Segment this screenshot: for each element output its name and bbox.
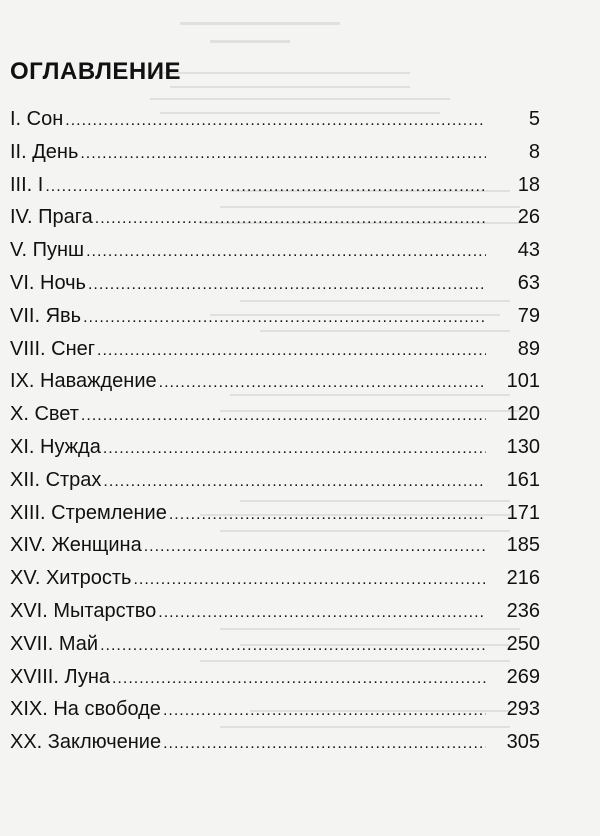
toc-entry-title: XX. Заключение xyxy=(10,731,162,754)
toc-entry-title: XIV. Женщина xyxy=(10,534,142,557)
toc-entry-page-number: 269 xyxy=(506,665,540,688)
toc-entry xyxy=(10,698,540,731)
dot-leader xyxy=(81,407,486,425)
dot-leader xyxy=(95,210,486,228)
toc-entry-page-number: 26 xyxy=(517,206,540,229)
toc-entry xyxy=(10,239,540,272)
dot-leader xyxy=(103,473,486,491)
toc-entry-page-number: 43 xyxy=(517,239,540,262)
toc-entry xyxy=(10,403,540,436)
dot-leader xyxy=(163,702,486,720)
dot-leader xyxy=(65,112,486,130)
toc-entry-title: IX. Наваждение xyxy=(10,370,157,393)
toc-entry-page-number: 63 xyxy=(517,271,540,294)
dot-leader xyxy=(163,735,486,753)
toc-entry xyxy=(10,731,540,764)
toc-entry-title: XVI. Мытарство xyxy=(10,599,157,622)
toc-entry-page-number: 101 xyxy=(506,370,540,393)
dot-leader xyxy=(86,243,486,261)
dot-leader xyxy=(88,276,486,294)
toc-entry-page-number: 216 xyxy=(506,567,540,590)
toc-entry-page-number: 236 xyxy=(506,599,540,622)
dot-leader xyxy=(100,637,486,655)
toc-entry-title: XIII. Стремление xyxy=(10,501,167,524)
toc-entry-page-number: 171 xyxy=(506,501,540,524)
dot-leader xyxy=(169,506,486,524)
toc-entry-title: VIII. Снег xyxy=(10,337,96,360)
toc-entry-title: XII. Страх xyxy=(10,468,102,491)
toc-entry-title: V. Пунш xyxy=(10,239,85,262)
toc-entry xyxy=(10,666,540,699)
toc-entry-title: XVIII. Луна xyxy=(10,665,110,688)
dot-leader xyxy=(80,145,486,163)
toc-entry xyxy=(10,534,540,567)
toc-entry-page-number: 161 xyxy=(506,468,540,491)
toc-entry-title: XIX. На свободе xyxy=(10,698,161,721)
table-of-contents xyxy=(10,108,540,764)
toc-entry-title: VII. Явь xyxy=(10,304,82,327)
toc-entry xyxy=(10,108,540,141)
toc-entry-title: XI. Нужда xyxy=(10,435,101,458)
toc-entry xyxy=(10,370,540,403)
toc-entry-title: II. День xyxy=(10,140,79,163)
toc-entry xyxy=(10,633,540,666)
toc-entry xyxy=(10,206,540,239)
toc-entry-title: III. I xyxy=(10,173,44,196)
toc-entry-page-number: 305 xyxy=(506,731,540,754)
toc-entry-page-number: 79 xyxy=(517,304,540,327)
dot-leader xyxy=(112,670,486,688)
toc-entry-page-number: 293 xyxy=(506,698,540,721)
toc-entry-page-number: 8 xyxy=(528,140,540,163)
dot-leader xyxy=(97,342,486,360)
toc-entry-page-number: 250 xyxy=(506,632,540,655)
toc-entry xyxy=(10,141,540,174)
toc-entry xyxy=(10,600,540,633)
toc-entry-title: VI. Ночь xyxy=(10,271,86,294)
dot-leader xyxy=(83,309,486,327)
toc-entry-page-number: 120 xyxy=(506,403,540,426)
toc-entry xyxy=(10,567,540,600)
dot-leader xyxy=(103,440,486,458)
toc-entry xyxy=(10,174,540,207)
toc-entry-title: XVII. Май xyxy=(10,632,99,655)
toc-entry xyxy=(10,272,540,305)
toc-entry xyxy=(10,502,540,535)
toc-entry xyxy=(10,305,540,338)
toc-entry-title: XV. Хитрость xyxy=(10,567,132,590)
toc-entry xyxy=(10,436,540,469)
toc-entry-title: I. Сон xyxy=(10,108,64,130)
dot-leader xyxy=(158,604,486,622)
toc-entry-title: X. Свет xyxy=(10,403,79,426)
toc-entry-page-number: 18 xyxy=(517,173,540,196)
toc-entry-title: IV. Прага xyxy=(10,206,93,229)
toc-entry-page-number: 185 xyxy=(506,534,540,557)
toc-entry-page-number: 89 xyxy=(517,337,540,360)
toc-entry xyxy=(10,469,540,502)
toc-entry xyxy=(10,338,540,371)
dot-leader xyxy=(144,538,486,556)
toc-entry-page-number: 130 xyxy=(506,435,540,458)
toc-heading: ОГЛАВЛЕНИЕ xyxy=(10,58,182,85)
toc-entry-page-number: 5 xyxy=(528,108,540,130)
dot-leader xyxy=(45,178,486,196)
dot-leader xyxy=(159,374,486,392)
dot-leader xyxy=(133,571,486,589)
